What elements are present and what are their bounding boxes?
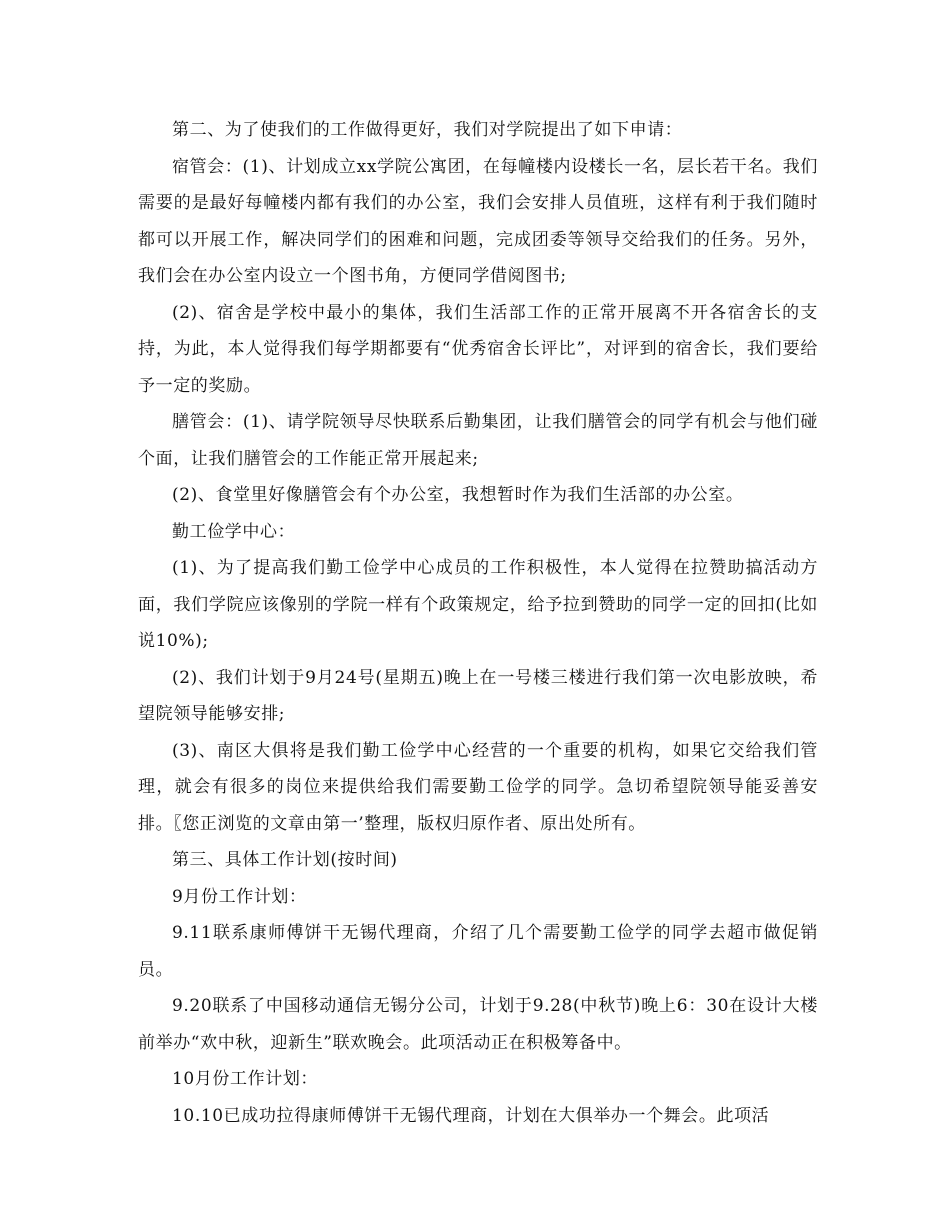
paragraph-dorm-committee-2: (2)、宿舍是学校中最小的集体，我们生活部工作的正常开展离不开各宿舍长的支持，为此，本人觉得我们每学期都要有“优秀宿舍长评比”，对评到的宿舍长，我们要给予一定的奖励。 bbox=[138, 302, 818, 396]
paragraph-sept-20: 9.20联系了中国移动通信无锡分公司，计划于9.28(中秋节)晚上6：30在设计大楼前举办“欢中秋，迎新生”联欢晚会。此项活动正在积极筹备中。 bbox=[138, 996, 818, 1053]
paragraph-september-plan-heading: 9月份工作计划： bbox=[172, 886, 307, 907]
paragraph-october-plan-heading: 10月份工作计划： bbox=[172, 1069, 319, 1089]
paragraph-work-study-heading: 勤工俭学中心： bbox=[172, 521, 296, 542]
paragraph-canteen-committee-1: 膳管会：(1)、请学院领导尽快联系后勤集团，让我们膳管会的同学有机会与他们碰个面，让我们膳管会的工作能正常开展起来; bbox=[138, 412, 818, 469]
paragraph-dorm-committee-1: 宿管会：(1)、计划成立xx学院公寓团，在每幢楼内设楼长一名，层长若干名。我们需要的是最好每幢楼内都有我们的办公室，我们会安排人员值班，这样有利于我们随时都可以开展工作，解决同学们的困难和问题，完成团委等领导交给我们的任务。另外，我们会在办公室内设立一个图书角，方便同学借阅图书; bbox=[138, 156, 818, 286]
document-page bbox=[138, 112, 818, 1134]
paragraph-work-study-3: (3)、南区大俱将是我们勤工俭学中心经营的一个重要的机构，如果它交给我们管理，就会有很多的岗位来提供给我们需要勤工俭学的同学。急切希望院领导能妥善安排。〖您正浏览的文章由第一’整理，版权归原作者、原出处所有。 bbox=[138, 740, 818, 834]
paragraph-sept-11: 9.11联系康师傅饼干无锡代理商，介绍了几个需要勤工俭学的同学去超市做促销员。 bbox=[138, 923, 818, 980]
paragraph-application-intro: 第二、为了使我们的工作做得更好，我们对学院提出了如下申请： bbox=[172, 120, 683, 140]
paragraph-oct-10: 10.10已成功拉得康师傅饼干无锡代理商，计划在大俱举办一个舞会。此项活 bbox=[172, 1105, 770, 1126]
paragraph-work-plan-heading: 第三、具体工作计划(按时间) bbox=[172, 850, 398, 870]
paragraph-work-study-1: (1)、为了提高我们勤工俭学中心成员的工作积极性，本人觉得在拉赞助搞活动方面，我们学院应该像别的学院一样有个政策规定，给予拉到赞助的同学一定的回扣(比如说10%); bbox=[138, 558, 818, 651]
paragraph-canteen-committee-2: (2)、食堂里好像膳管会有个办公室，我想暂时作为我们生活部的办公室。 bbox=[172, 485, 744, 505]
paragraph-work-study-2: (2)、我们计划于9月24号(星期五)晚上在一号楼三楼进行我们第一次电影放映，希望院领导能够安排; bbox=[138, 667, 818, 724]
